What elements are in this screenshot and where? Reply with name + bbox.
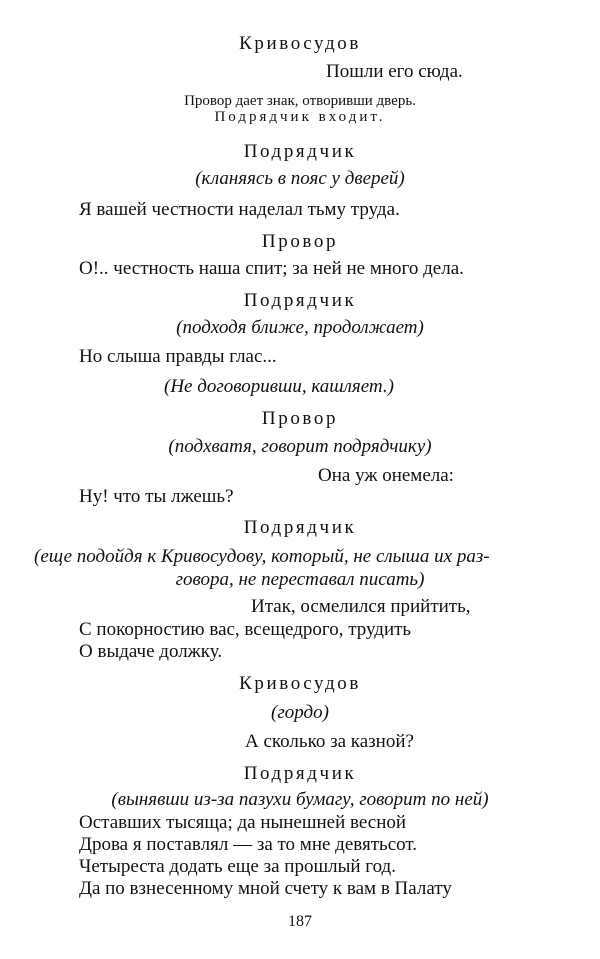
verse-line: Оставших тысяща; да нынешней весной [79,812,407,833]
speaker-name: Подрядчик [243,517,357,538]
verse-line: Да по взнесенному мной счету к вам в Палату [79,878,452,899]
speaker-name: Провор [261,231,339,252]
verse-line: О!.. честность наша спит; за ней не много дела. [79,258,464,279]
speaker-name: Кривосудов [239,33,361,54]
speaker-name: Провор [261,408,339,429]
verse-line: О выдаче должку. [79,641,223,662]
verse-line: Ну! что ты лжешь? [79,486,234,507]
verse-line: С покорностию вас, всещедрого, трудить [79,619,412,640]
stage-direction: (вынявши из-за пазухи бумагу, говорит по ней) [111,789,489,810]
stage-direction: Провор дает знак, отворивши дверь. [184,93,416,109]
speaker-name: Подрядчик [243,290,357,311]
verse-line: А сколько за казной? [245,731,414,752]
stage-direction: (еще подойдя к Кривосудову, который, не слыша их раз- [34,546,490,567]
verse-line: Дрова я поставлял — за то мне девятьсот. [79,834,418,855]
verse-line: Я вашей честности наделал тьму труда. [79,199,400,220]
verse-line: Итак, осмелился прийтить, [251,596,471,617]
stage-direction: говора, не переставал писать) [175,569,425,590]
verse-line: Пошли его сюда. [326,61,463,82]
speaker-name: Подрядчик [243,763,357,784]
stage-direction: Подрядчик входит. [214,109,386,125]
verse-line: Она уж онемела: [318,465,454,486]
page-number: 187 [288,913,312,930]
speaker-name: Подрядчик [243,141,357,162]
verse-line: Но слыша правды глас... [79,346,277,367]
stage-direction: (подхватя, говорит подрядчику) [168,436,432,457]
stage-direction: (кланяясь в пояс у дверей) [195,168,405,189]
verse-line: Четыреста додать еще за прошлый год. [79,856,396,877]
speaker-name: Кривосудов [239,673,361,694]
stage-direction: (гордо) [271,702,329,723]
stage-direction: (Не договоривши, кашляет.) [164,376,394,397]
stage-direction: (подходя ближе, продолжает) [176,317,424,338]
